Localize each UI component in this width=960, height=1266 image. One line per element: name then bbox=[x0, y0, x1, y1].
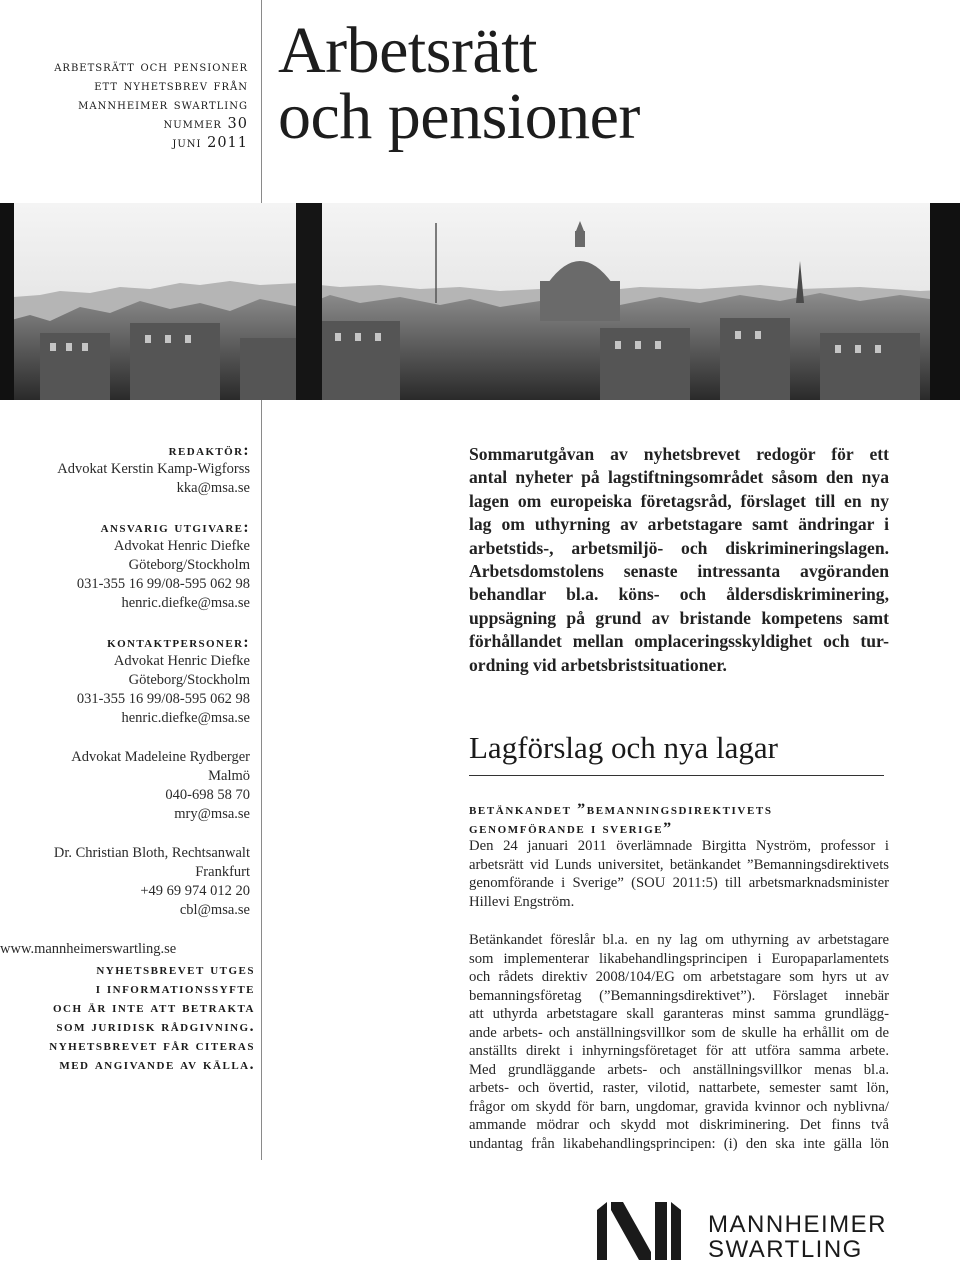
contact-persons-block bbox=[0, 633, 250, 728]
contacts-column bbox=[0, 441, 250, 959]
disclaimer bbox=[0, 960, 255, 1074]
intro-line: arbetstids-, arbetsmiljö- och diskrimineringslagen. bbox=[469, 537, 889, 558]
contact-phone: 031-355 16 99/08-595 062 98 bbox=[76, 576, 250, 592]
masthead-info bbox=[0, 58, 248, 153]
masthead-line: juni 2011 bbox=[172, 135, 248, 151]
disclaimer-line: nyhetsbrevet utges bbox=[96, 961, 255, 978]
contact-line: Advokat Henric Diefke bbox=[113, 538, 250, 554]
intro-line: uppsägning på grund av bristande kompetens samt bbox=[469, 607, 889, 628]
contact-phone: 031-355 16 99/08-595 062 98 bbox=[76, 691, 250, 707]
disclaimer-line: med angivande av källa. bbox=[59, 1056, 255, 1073]
contact-phone: +49 69 974 012 20 bbox=[140, 883, 250, 899]
paragraph-line: arbetsrätt vid Lunds universitet, betänkandet ”Bemanningsdirektivets bbox=[469, 856, 889, 873]
contact-person-block bbox=[0, 844, 250, 920]
paragraph-line: ande arbets- och anställningsvillkor som de skulle ha erhållit om de bbox=[469, 1024, 889, 1041]
contact-phone: 040-698 58 70 bbox=[165, 787, 250, 803]
paragraph-line: att uthyrda arbetstagare skall garanteras minst samma grundlägg- bbox=[469, 1006, 889, 1022]
contact-email[interactable]: henric.diefke@msa.se bbox=[121, 710, 250, 726]
disclaimer-line: i informationssyfte bbox=[95, 980, 255, 997]
contact-line: Malmö bbox=[208, 768, 250, 784]
disclaimer-line: nyhetsbrevet får citeras bbox=[49, 1037, 255, 1054]
masthead-line: arbetsrätt och pensioner bbox=[54, 59, 248, 75]
title-line: och pensioner bbox=[278, 80, 640, 153]
intro-line: förhållandet mellan omplaceringsskyldighet och tur- bbox=[469, 631, 889, 652]
title-line: Arbetsrätt bbox=[278, 14, 537, 87]
contact-email[interactable]: kka@msa.se bbox=[176, 480, 250, 496]
subheading-line: genomförande i sverige” bbox=[469, 820, 673, 837]
section-title: Lagförslag och nya lagar bbox=[469, 730, 779, 765]
masthead-line: mannheimer swartling bbox=[78, 97, 248, 113]
contacts-heading: kontaktpersoner: bbox=[107, 634, 250, 651]
paragraph-line: som implementerar likabehandlingsprincipen i Europaparlamentets bbox=[469, 950, 889, 967]
disclaimer-line: som juridisk rådgivning. bbox=[56, 1018, 255, 1035]
section-divider bbox=[469, 775, 884, 776]
intro-line: antal nyheter på lagstiftningsområdet såsom den nya bbox=[469, 467, 889, 488]
publisher-block bbox=[0, 518, 250, 613]
disclaimer-line: och är inte att betrakta bbox=[52, 999, 255, 1016]
paragraph-line: arbets- och övertid, raster, vilotid, nattarbete, semester samt lön, bbox=[469, 1080, 889, 1096]
paragraph-line: anställts direkt i inhyrningsföretaget för att utföra samma arbete. bbox=[469, 1043, 889, 1059]
intro-line: lagen om europeiska företagsråd, förslaget till en ny bbox=[469, 490, 889, 511]
intro-line: lag om uthyrning av arbetstagare samt ändringar i bbox=[469, 514, 889, 535]
editor-heading: redaktör: bbox=[168, 442, 250, 459]
publisher-heading: ansvarig utgivare: bbox=[100, 519, 250, 536]
paragraph-line: Hillevi Engström. bbox=[469, 893, 575, 910]
cityscape-photo bbox=[0, 203, 960, 400]
contact-line: Frankfurt bbox=[195, 864, 250, 880]
contact-line: Göteborg/Stockholm bbox=[128, 672, 250, 688]
newsletter-title bbox=[278, 14, 640, 153]
vertical-divider bbox=[261, 0, 262, 1160]
logo-mark-icon bbox=[593, 1200, 693, 1262]
intro-line: Sommarutgåvan av nyhetsbrevet redogör för ett bbox=[469, 444, 889, 464]
contact-line: Advokat Madeleine Rydberger bbox=[71, 749, 250, 765]
intro-paragraph bbox=[469, 443, 889, 677]
intro-line: Arbetsdomstolens senaste intressanta avgöranden bbox=[469, 561, 889, 582]
contact-email[interactable]: mry@msa.se bbox=[174, 806, 250, 822]
logo-wordmark bbox=[708, 1212, 887, 1262]
paragraph-line: bemanningsföretag (”Bemanningsdirektivet”). Förslaget innebär bbox=[469, 987, 889, 1004]
paragraph-line: Betänkandet föreslår bl.a. en ny lag om uthyrning av arbetstagare bbox=[469, 932, 889, 948]
contact-line: Göteborg/Stockholm bbox=[128, 557, 250, 573]
paragraph-line: Med grundläggande arbets- och anställningsvillkor menas bl.a. bbox=[469, 1061, 889, 1078]
logo-text-line: SWARTLING bbox=[708, 1236, 863, 1263]
paragraph-line: ammande mödrar och skydd mot diskriminering. Det finns två bbox=[469, 1117, 889, 1133]
article-subheading bbox=[469, 800, 889, 838]
paragraph-line: undantag från likabehandlingsprincipen: (i) den ska inte gälla lön bbox=[469, 1135, 889, 1152]
intro-line: ordning vid arbetsbristsituationer. bbox=[469, 654, 727, 675]
masthead-line: ett nyhetsbrev från bbox=[94, 78, 248, 94]
paragraph-line: Den 24 januari 2011 överlämnade Birgitta Nyström, professor i bbox=[469, 838, 889, 854]
masthead-line: nummer 30 bbox=[163, 116, 248, 132]
logo-text-line: MANNHEIMER bbox=[708, 1211, 888, 1238]
company-logo bbox=[593, 1198, 903, 1264]
article-paragraph bbox=[469, 931, 889, 1153]
paragraph-line: genomförande i Sverige” (SOU 2011:5) till arbetsmarknadsminister bbox=[469, 875, 889, 891]
paragraph-line: frågor om skydd för barn, ungdomar, gravida kvinnor och nyblivna/ bbox=[469, 1098, 889, 1115]
editor-block bbox=[0, 441, 250, 498]
contact-email[interactable]: cbl@msa.se bbox=[179, 902, 250, 918]
website-link[interactable]: www.mannheimerswartling.se bbox=[0, 941, 177, 957]
paragraph-line: och rådets direktiv 2008/104/EG om arbetstagare som hyrs ut av bbox=[469, 969, 889, 985]
contact-line: Dr. Christian Bloth, Rechtsanwalt bbox=[53, 845, 250, 861]
article-paragraph bbox=[469, 837, 889, 911]
subheading-line: betänkandet ”bemanningsdirektivets bbox=[469, 801, 773, 818]
intro-line: behandlar bl.a. köns- och åldersdiskriminering, bbox=[469, 584, 889, 605]
contact-line: Advokat Henric Diefke bbox=[113, 653, 250, 669]
contact-line: Advokat Kerstin Kamp-Wigforss bbox=[57, 461, 250, 477]
contact-person-block bbox=[0, 748, 250, 824]
contact-email[interactable]: henric.diefke@msa.se bbox=[121, 595, 250, 611]
